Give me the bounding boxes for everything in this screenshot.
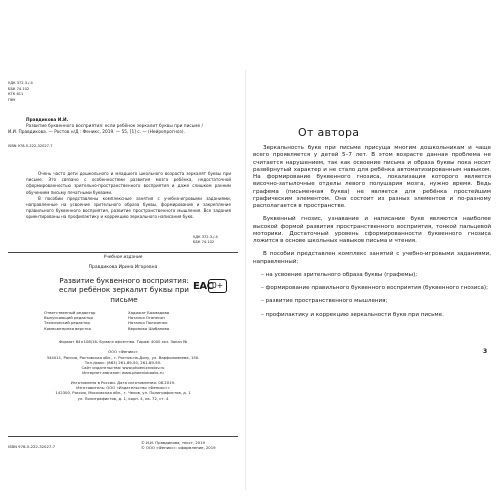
record-author: Правдикова И.И. — [26, 118, 69, 123]
age-rating-badge: 0+ — [208, 279, 227, 293]
list-item: – развитие пространственного мышления; — [261, 298, 388, 305]
paragraph: Зеркальность букв при письме присуща многим дошкольникам и чаще всего проявляется у детей 5–7 лет. В этом возрасте данная проблема не считается нарушением, так как освоение письма и образа буквы пока носит развёрнутый характер и не стало для ребёнка автоматизированным навыком. На формирование буквенного гнозиса, локализация которого является височно-затылочные отделы левого полушария мозга, нужно время. Ведь графема (письменная буква) не является для ребёнка простейшим графическим элементом. Она состоит из разных элементов и по-разному располагается в пространстве. — [253, 145, 491, 209]
eac-mark: ЕАС — [193, 281, 214, 292]
copyright — [141, 440, 216, 450]
copyright-line: © ООО «Феникс»: оформление, 2019 — [141, 445, 216, 451]
paragraph: Буквенный гнозис, узнавание и написание букв являются наиболее высокой формой развития пространственного восприятия, тонкой пальцевой моторики. Достаточный уровень сформированности буквенного гнозиса ложится в основе школьных навыков письма и чтения. — [253, 216, 491, 244]
staff-name: Вероника Шибанова — [128, 325, 170, 331]
copyright-line: © И.И. Правдикова, текст, 2019 — [141, 440, 206, 445]
staff-name: Наталья Поляченко — [128, 320, 168, 326]
list-item: – на усвоение зрительного образа буквы (графемы); — [261, 271, 418, 278]
bibliographic-record — [8, 118, 233, 149]
foreword-text — [253, 145, 491, 325]
catalog-code: П69 — [8, 98, 16, 103]
imprint-details — [0, 339, 246, 401]
record-line: Развитие буквенного восприятия: если ребёнок зеркалит буквы при письме / — [26, 124, 203, 130]
divider-rule — [8, 252, 238, 253]
staff-name: Хадижат Бахмадова — [128, 310, 170, 315]
catalog-ktk: КТК 611 — [8, 92, 24, 97]
page-heading: От автора — [298, 126, 360, 139]
staff-name: Наталья Оганесян — [128, 315, 165, 321]
staff-role: Ответственный редактор — [44, 310, 96, 315]
record-isbn: ISBN 978-5-222-32027-7 — [8, 143, 53, 148]
manufacturer: Изготовитель: ООО «Издательство «Феникс»» — [76, 385, 170, 391]
isbn: ISBN 978-5-222-32027-7 — [8, 444, 56, 449]
annotation — [26, 171, 231, 221]
staff-names — [128, 310, 169, 331]
udk-code: УДК 372.3./.4 — [193, 235, 218, 239]
publisher-shop: Интернет-магазин: www.phoenixbooks.ru — [82, 370, 164, 376]
printer-address: 142300, Россия, Московская обл., г. Чехов, ул. Полиграфистов, д. 1 — [55, 390, 191, 396]
page-number: 3 — [483, 348, 488, 355]
book-title-line: Развитие буквенного восприятия: — [59, 276, 189, 285]
publisher-name: ООО «Феникс» — [108, 349, 138, 355]
list-item: – профилактику и коррекцию зеркальности букв при письме. — [261, 311, 444, 318]
publisher-address: 344011, Россия, Ростовская обл., г. Ростов-на-Дону, ул. Варфоломеева, 150. — [46, 354, 200, 360]
foreword-page — [246, 0, 500, 500]
paragraph: В пособии представлен комплекс занятий с учебно-игровыми заданиями, направленный: — [253, 251, 491, 265]
author-name: Правдикова Ирина Игоревна — [88, 265, 158, 270]
edition-type: Учебное издание — [103, 255, 143, 260]
print-format: Формат 84×108/16. Бумага офсетная. Тираж 4000 экз. Заказ № — [58, 339, 188, 344]
divider-rule — [8, 436, 238, 437]
catalog-bbk: ББК 74.102 — [8, 86, 30, 91]
book-title — [45, 276, 203, 304]
imprint-page — [0, 0, 246, 500]
catalog-udk: УДК 372.3./.4 — [8, 81, 33, 85]
annotation-paragraph: В пособии представлены комплексные занятия с учебно-игровыми заданиями, направленные на усвоение зрительного образа буквы, формирование и закрепление правильного буквенного восприятия, развитие пространственного мышления. Все задания ориентированы на профилактику и коррекцию зеркального написания букв. — [26, 195, 231, 220]
manufacture-date: Изготовлено в России. Дата изготовления: 08.2019. — [70, 379, 176, 385]
list-item: – формирование правильного буквенного восприятия (буквенного гнозиса); — [261, 285, 488, 291]
publisher-site: Сайт издательства: www.phoenixrostov.ru — [81, 365, 165, 371]
bbk-code: ББК 74.102 — [193, 240, 215, 245]
staff-roles — [44, 310, 95, 331]
staff-role: Выпускающий редактор — [44, 315, 93, 321]
annotation-paragraph: Очень часто дети дошкольного и младшего школьного возраста зеркалят буквы при письме. Это связано с особенностями развития мозга ребёнка, недостаточной сформированностью зрительно-пространственного восприятия и даже слишком ранним обучением письму печатными буквами. — [26, 171, 231, 195]
udk-block — [193, 235, 218, 246]
printer-address-2: ул. Полиграфистов, д. 1, корп. 4, кв. 72, ст. 4 — [77, 395, 169, 401]
book-title-line: если ребёнок зеркалит буквы при письме — [59, 285, 189, 304]
staff-role: Компьютерная верстка — [44, 325, 91, 331]
record-line: И.И. Правдикова. — Ростов н/Д : Феникс, 2019. — 55, [1] с. — (Нейропрогноз). — [8, 130, 185, 136]
catalog-codes — [8, 81, 33, 104]
staff-role: Технический редактор — [44, 320, 90, 326]
publisher-phone: Тел./факс: (863) 261-89-50, 261-89-59. — [84, 359, 162, 365]
